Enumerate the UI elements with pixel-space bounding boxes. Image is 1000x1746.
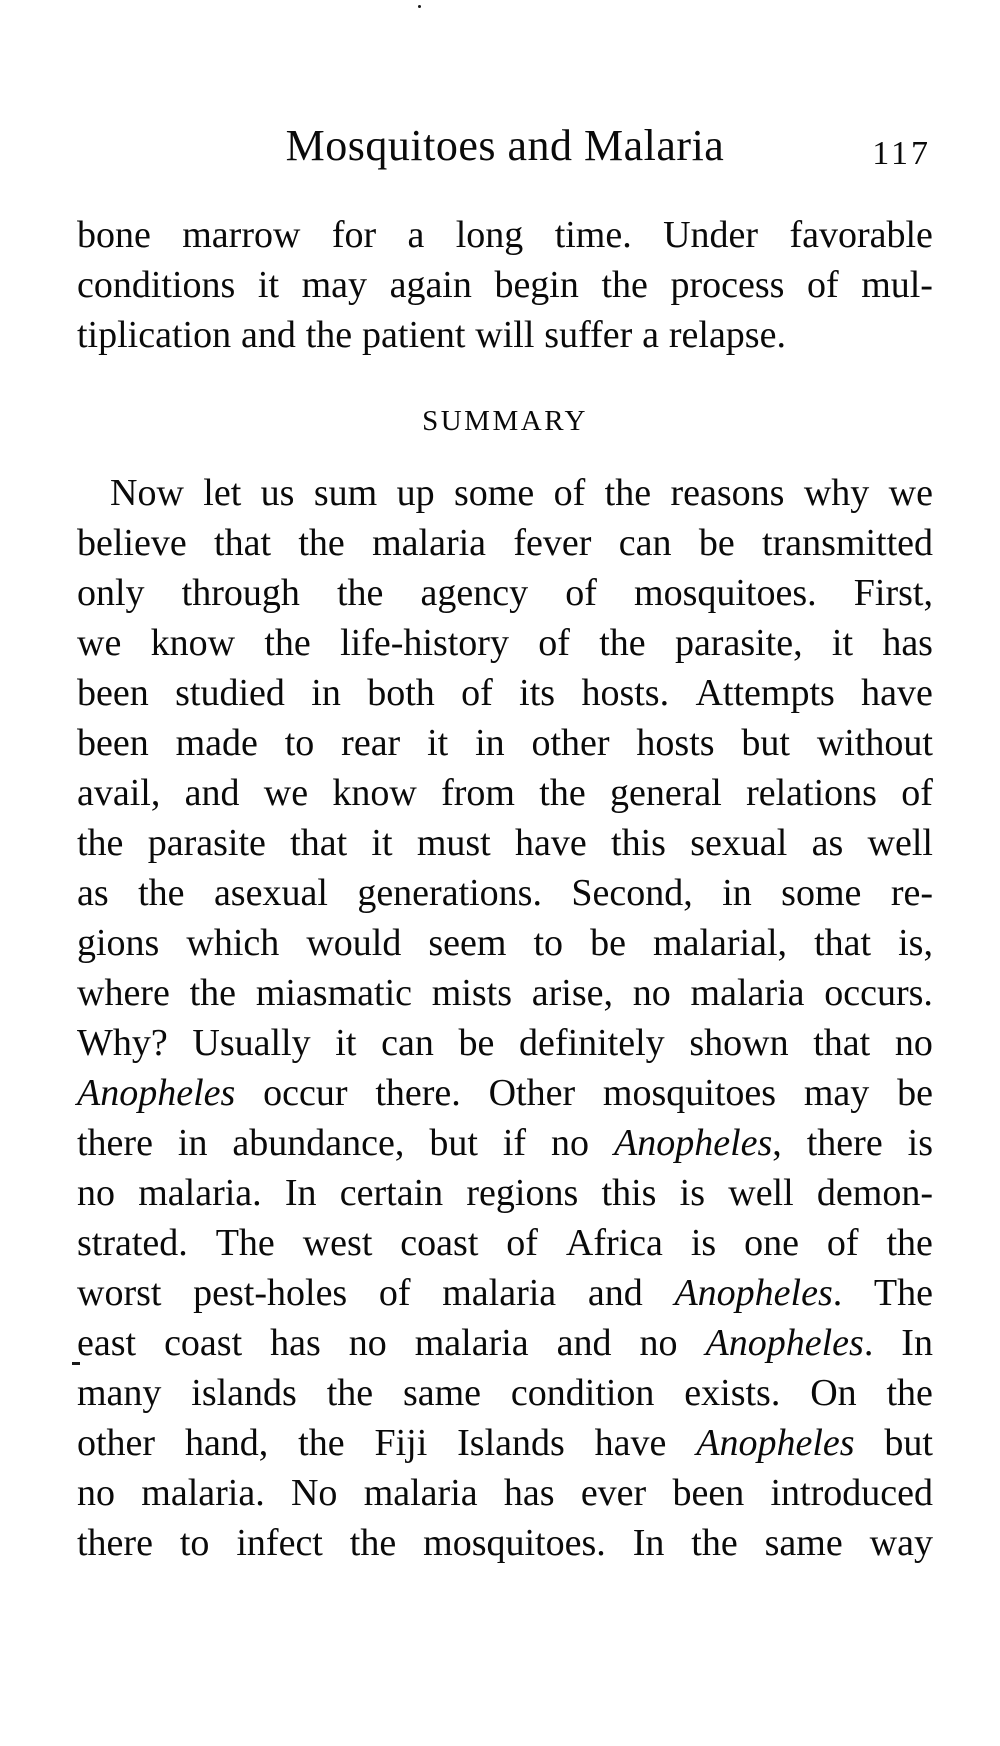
word: malaria: [372, 522, 487, 564]
word: there: [77, 1522, 153, 1564]
word: one: [744, 1222, 799, 1264]
word: of: [565, 572, 597, 614]
word: The: [215, 1222, 275, 1264]
page-title: Mosquitoes and Malaria: [285, 121, 725, 170]
word: the: [886, 1372, 933, 1414]
word: Now: [110, 472, 184, 514]
word: made: [175, 722, 258, 764]
word: may: [803, 1072, 870, 1114]
word: same: [764, 1522, 843, 1564]
word: time.: [554, 214, 632, 256]
word: of: [806, 264, 839, 306]
text-line: [77, 518, 933, 568]
word: where: [77, 972, 170, 1014]
word: islands: [191, 1372, 297, 1414]
word: definitely: [519, 1022, 665, 1064]
word: Under: [663, 214, 759, 256]
word: its: [519, 672, 556, 714]
word: the: [886, 1222, 933, 1264]
word: from: [441, 772, 515, 814]
word: there.: [375, 1072, 461, 1114]
word: both: [367, 672, 435, 714]
word: favorable: [789, 214, 933, 256]
word: has: [503, 1472, 555, 1514]
running-header: [77, 118, 933, 174]
word: this: [611, 822, 666, 864]
word: conditions: [77, 264, 236, 306]
word: mosquitoes.: [423, 1522, 606, 1564]
word: exists.: [684, 1372, 781, 1414]
word: parasite,: [674, 622, 803, 664]
word: the: [337, 572, 384, 614]
paragraph-relapse: [77, 210, 933, 360]
word: can: [381, 1022, 434, 1064]
word: mists: [431, 972, 513, 1014]
word: again: [389, 264, 472, 306]
word: malaria: [414, 1322, 529, 1364]
word: and: [556, 1322, 612, 1364]
word: patient: [362, 314, 466, 356]
word: no: [77, 1472, 115, 1514]
word: no: [551, 1122, 590, 1164]
word: Anopheles: [696, 1422, 855, 1464]
word: for: [331, 214, 377, 256]
word: this: [601, 1172, 657, 1214]
word: it: [257, 264, 280, 306]
word: On: [810, 1372, 857, 1414]
word: In: [632, 1522, 665, 1564]
word: of: [826, 1222, 859, 1264]
word: be: [897, 1072, 933, 1114]
word: condition: [510, 1372, 655, 1414]
word: the: [349, 1522, 397, 1564]
word: hosts: [636, 722, 715, 764]
word: hosts.: [581, 672, 670, 714]
word: sum: [313, 472, 378, 514]
word: malarial,: [653, 922, 788, 964]
word: that: [813, 1022, 871, 1064]
text-line: [77, 1218, 933, 1268]
word: many: [77, 1372, 162, 1414]
word: have: [594, 1422, 667, 1464]
word: suffer: [544, 314, 633, 356]
word: long: [455, 214, 524, 256]
word: a: [407, 214, 425, 256]
word: but: [429, 1122, 478, 1164]
word: Anopheles.: [674, 1272, 843, 1314]
text-line: [77, 210, 933, 260]
word: Africa: [565, 1222, 663, 1264]
word: know: [332, 772, 417, 814]
word: relations: [746, 772, 877, 814]
word: begin: [494, 264, 579, 306]
word: Anopheles.: [705, 1322, 874, 1364]
word: Attempts: [695, 672, 835, 714]
word: in: [311, 672, 341, 714]
text-line: [77, 618, 933, 668]
word: mosquitoes.: [634, 572, 817, 614]
word: but: [741, 722, 790, 764]
word: to: [179, 1522, 210, 1564]
word: fever: [513, 522, 592, 564]
text-line: [77, 1368, 933, 1418]
word: have: [861, 672, 933, 714]
word: The: [873, 1272, 933, 1314]
word: occurs.: [824, 972, 933, 1014]
word: been: [672, 1472, 745, 1514]
word: west: [302, 1222, 373, 1264]
word: shown: [689, 1022, 789, 1064]
word: the: [298, 522, 345, 564]
text-line: [77, 468, 933, 518]
word: which: [186, 922, 280, 964]
word: sexual: [690, 822, 788, 864]
word: it: [831, 622, 854, 664]
word: the: [298, 1422, 345, 1464]
page-number: 117: [872, 135, 931, 172]
word: without: [816, 722, 933, 764]
word: malaria: [442, 1272, 557, 1314]
word: in: [177, 1122, 208, 1164]
text-line: [77, 668, 933, 718]
word: occur: [263, 1072, 348, 1114]
word: the: [305, 314, 353, 356]
word: reasons: [670, 472, 785, 514]
word: let: [203, 472, 242, 514]
word: be: [698, 522, 735, 564]
word: arise,: [531, 972, 614, 1014]
word: gions: [77, 922, 160, 964]
word: coast: [164, 1322, 243, 1364]
word: up: [396, 472, 435, 514]
word: life-history: [340, 622, 509, 664]
word: be: [590, 922, 626, 964]
word: and: [240, 314, 296, 356]
text-line: [77, 568, 933, 618]
word: of: [461, 672, 493, 714]
text-line: [77, 1118, 933, 1168]
word: introduced: [770, 1472, 933, 1514]
word: transmitted: [762, 522, 933, 564]
word: be: [458, 1022, 495, 1064]
word: that: [814, 922, 872, 964]
word: the: [599, 622, 646, 664]
word: to: [284, 722, 315, 764]
word: must: [416, 822, 491, 864]
text-line: [77, 768, 933, 818]
word: there: [806, 1122, 883, 1164]
word: it: [335, 1022, 357, 1064]
word: Second,: [571, 872, 693, 914]
word: hand,: [184, 1422, 269, 1464]
word: only: [77, 572, 145, 614]
word: Other: [488, 1072, 576, 1114]
word: we: [77, 622, 122, 664]
word: First,: [853, 572, 933, 614]
word: a: [642, 314, 659, 356]
word: is,: [898, 922, 933, 964]
word: east: [77, 1322, 137, 1364]
word: miasmatic: [255, 972, 412, 1014]
text-line: [77, 1468, 933, 1518]
text-line: [77, 1068, 933, 1118]
word: the: [601, 264, 648, 306]
text-line: [77, 1268, 933, 1318]
word: as: [77, 872, 109, 914]
text-line: [77, 1318, 933, 1368]
word: generations.: [357, 872, 542, 914]
word: studied: [175, 672, 285, 714]
word: malaria: [690, 972, 805, 1014]
word: abundance,: [232, 1122, 405, 1164]
text-line: [77, 1418, 933, 1468]
text-line: [77, 1518, 933, 1568]
word: relapse.: [668, 314, 786, 356]
word: some: [453, 472, 535, 514]
word: malaria: [363, 1472, 478, 1514]
word: well: [867, 822, 933, 864]
word: if: [502, 1122, 527, 1164]
text-line: [77, 918, 933, 968]
word: been: [77, 722, 149, 764]
text-line: [77, 1168, 933, 1218]
word: the: [691, 1522, 738, 1564]
word: can: [618, 522, 672, 564]
scan-speck: [418, 5, 421, 8]
word: no: [639, 1322, 678, 1364]
word: why: [803, 472, 870, 514]
word: In: [901, 1322, 933, 1364]
word: worst: [77, 1272, 162, 1314]
word: agency: [420, 572, 529, 614]
word: regions: [466, 1172, 579, 1214]
text-line: [77, 818, 933, 868]
word: rear: [341, 722, 401, 764]
word: believe: [77, 522, 187, 564]
word: asexual: [213, 872, 328, 914]
word: we: [888, 472, 933, 514]
text-line: [77, 310, 933, 360]
word: Fiji: [374, 1422, 428, 1464]
word: of: [901, 772, 933, 814]
word: is: [679, 1172, 706, 1214]
word: re-: [890, 872, 933, 914]
word: mul-: [861, 264, 933, 306]
word: it: [427, 722, 449, 764]
text-line: [77, 1018, 933, 1068]
word: infect: [236, 1522, 323, 1564]
word: that: [290, 822, 348, 864]
word: but: [884, 1422, 933, 1464]
word: No: [290, 1472, 338, 1514]
text-line: [77, 968, 933, 1018]
word: Usually: [192, 1022, 311, 1064]
word: Islands: [457, 1422, 565, 1464]
word: seem: [428, 922, 507, 964]
word: pest-holes: [193, 1272, 348, 1314]
word: tiplication: [77, 314, 232, 356]
word: of: [506, 1222, 538, 1264]
word: avail,: [77, 772, 161, 814]
word: in: [475, 722, 505, 764]
word: to: [533, 922, 564, 964]
word: demon-: [816, 1172, 933, 1214]
word: bone: [77, 214, 151, 256]
word: other: [531, 722, 610, 764]
word: know: [150, 622, 236, 664]
word: has: [882, 622, 933, 664]
word: the: [189, 972, 237, 1014]
word: malaria.: [138, 1172, 262, 1214]
word: In: [284, 1172, 317, 1214]
word: other: [77, 1422, 156, 1464]
word: been: [77, 672, 149, 714]
word: no: [348, 1322, 387, 1364]
word: may: [301, 264, 368, 306]
word: the: [138, 872, 185, 914]
word: Why?: [77, 1022, 168, 1064]
word: will: [475, 314, 535, 356]
word: malaria.: [141, 1472, 265, 1514]
word: us: [260, 472, 295, 514]
word: well: [728, 1172, 794, 1214]
word: no: [632, 972, 671, 1014]
word: way: [869, 1522, 933, 1564]
text-line: [77, 260, 933, 310]
word: no: [894, 1022, 933, 1064]
word: Anopheles,: [613, 1122, 782, 1164]
word: has: [270, 1322, 321, 1364]
word: coast: [400, 1222, 479, 1264]
text-line: [77, 868, 933, 918]
word: and: [184, 772, 240, 814]
word: have: [515, 822, 587, 864]
word: of: [538, 622, 570, 664]
word: no: [77, 1172, 115, 1214]
word: the: [77, 822, 124, 864]
word: in: [722, 872, 752, 914]
word: through: [181, 572, 300, 614]
word: some: [781, 872, 862, 914]
word: ever: [580, 1472, 647, 1514]
word: it: [371, 822, 393, 864]
word: certain: [339, 1172, 444, 1214]
word: general: [610, 772, 722, 814]
word: the: [264, 622, 311, 664]
word: would: [306, 922, 402, 964]
word: and: [587, 1272, 643, 1314]
paragraph-summary: [77, 468, 933, 1568]
word: of: [378, 1272, 411, 1314]
word: parasite: [147, 822, 266, 864]
word: is: [907, 1122, 933, 1164]
word: process: [670, 264, 785, 306]
word: the: [604, 472, 652, 514]
word: same: [402, 1372, 482, 1414]
word: that: [214, 522, 272, 564]
word: as: [811, 822, 844, 864]
word: of: [553, 472, 586, 514]
summary-heading: SUMMARY: [422, 405, 588, 437]
word: is: [690, 1222, 717, 1264]
word: mosquitoes: [602, 1072, 777, 1114]
word: strated.: [77, 1222, 188, 1264]
word: Anopheles: [77, 1072, 236, 1114]
word: there: [77, 1122, 153, 1164]
word: the: [539, 772, 586, 814]
word: marrow: [182, 214, 301, 256]
text-line: [77, 718, 933, 768]
word: we: [263, 772, 309, 814]
word: the: [326, 1372, 374, 1414]
